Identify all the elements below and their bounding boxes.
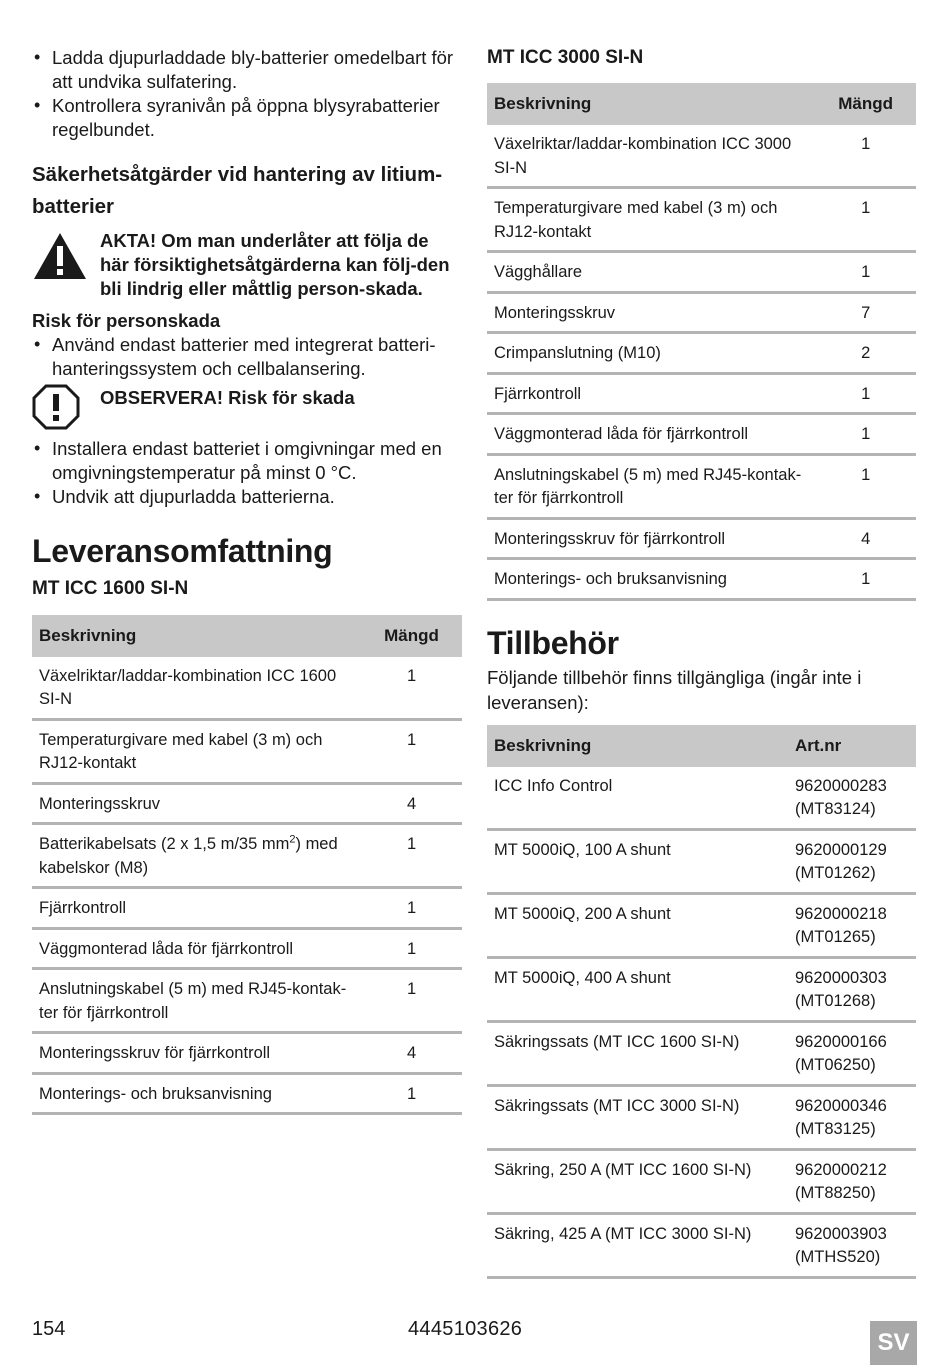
notice-octagon-icon [32,384,90,435]
cell-quantity: 1 [361,824,462,888]
list-item: • Kontrollera syranivån på öppna blysyrabatterier regelbundet. [32,94,462,141]
cell-article-number [788,829,916,893]
table-row [487,1021,916,1085]
cell-quantity: 1 [815,252,916,293]
article-number: 9620000129 [795,840,887,859]
cell-quantity: 1 [361,657,462,720]
list-item: • Installera endast batteriet i omgivningar med en omgivningstemperatur på minst 0 °C. [32,437,462,484]
cell-quantity: 1 [361,928,462,969]
cell-article-number [788,1213,916,1277]
cell-description: Monterings- och bruksanvisning [487,559,815,600]
col-header-article-number: Art.nr [788,725,916,767]
cell-description: Anslutningskabel (5 m) med RJ45-kontak-ter för fjärrkontroll [32,969,361,1033]
cell-description: Fjärrkontroll [487,373,815,414]
list-item: • Använd endast batterier med integrerat batteri-hanteringssystem och cellbalansering. [32,333,462,380]
cell-quantity: 1 [361,1073,462,1114]
cell-description: Monteringsskruv för fjärrkontroll [487,518,815,559]
cell-article-number [788,893,916,957]
article-code: (MT01268) [795,992,876,1010]
accessories-intro: Följande tillbehör finns tillgängliga (ingår inte i leveransen): [487,666,862,713]
cell-description: Temperaturgivare med kabel (3 m) och RJ12-kontakt [32,719,361,783]
cell-quantity: 4 [815,518,916,559]
article-code: (MT88250) [795,1184,876,1202]
caution-text: AKTA! Om man underlåter att följa de här försiktighetsåtgärderna kan följ-den bli lindrig eller måttlig person-skada. [100,230,450,299]
cell-quantity: 1 [361,969,462,1033]
cell-quantity: 1 [361,719,462,783]
cell-description: Säkring, 425 A (MT ICC 3000 SI-N) [487,1213,788,1277]
cell-description: Vägghållare [487,252,815,293]
table-row [32,719,462,783]
article-number: 9620000283 [795,776,887,795]
cell-quantity: 4 [361,1033,462,1074]
table-row [487,893,916,957]
cell-description: Växelriktar/laddar-kombination ICC 3000 SI-N [487,125,815,188]
list-item: • Undvik att djupurladda batterierna. [32,485,462,509]
caution-block [32,229,462,301]
cell-article-number [788,957,916,1021]
table-row [487,414,916,455]
table-row [487,829,916,893]
cell-quantity: 1 [815,414,916,455]
article-code: (MTHS520) [795,1248,881,1266]
desc-part: Batterikabelsats (2 x 1,5 m/35 mm [39,835,290,853]
cell-quantity: 1 [815,559,916,600]
cell-description: Växelriktar/laddar-kombination ICC 1600 SI-N [32,657,361,720]
article-number: 9620000218 [795,904,887,923]
col-header-description: Beskrivning [487,725,788,767]
desc-part: ) med kabelskor (M8) [39,835,338,877]
article-number: 9620000166 [795,1032,887,1051]
notice-text: OBSERVERA! Risk för skada [100,387,355,408]
table-row [487,188,916,252]
article-number: 9620000212 [795,1160,887,1179]
cell-description: MT 5000iQ, 200 A shunt [487,893,788,957]
table-row [32,783,462,824]
col-header-description: Beskrivning [487,83,815,125]
table-row [487,292,916,333]
table-row [32,1033,462,1074]
table-row [487,333,916,374]
bullet-list-lead-acid [32,46,462,141]
cell-quantity: 2 [815,333,916,374]
cell-quantity: 1 [815,454,916,518]
bullet-list-risk [32,333,462,380]
cell-article-number [788,767,916,830]
right-column [487,46,916,1279]
table-row [32,928,462,969]
cell-article-number [788,1021,916,1085]
table-header-row [487,83,916,125]
cell-description: Crimpanslutning (M10) [487,333,815,374]
article-code: (MT06250) [795,1056,876,1074]
table-row [487,957,916,1021]
col-header-quantity: Mängd [815,83,916,125]
cell-description: Anslutningskabel (5 m) med RJ45-kontak-ter för fjärrkontroll [487,454,815,518]
cell-description: Temperaturgivare med kabel (3 m) och RJ12-kontakt [487,188,815,252]
table-row [487,518,916,559]
list-item: • Ladda djupurladdade bly-batterier omedelbart för att undvika sulfatering. [32,46,462,93]
notice-block [32,384,462,435]
scope-of-delivery-heading: Leveransomfattning [32,532,333,569]
accessories-table [487,725,916,1279]
table-row [487,454,916,518]
table-row [32,1073,462,1114]
risk-heading: Risk för personskada [32,310,221,331]
table-row [487,1149,916,1213]
table-row [487,1213,916,1277]
table-header-row [32,615,462,657]
cell-description: Fjärrkontroll [32,888,361,929]
cell-quantity: 4 [361,783,462,824]
cell-quantity: 1 [815,188,916,252]
cell-quantity: 7 [815,292,916,333]
cell-description: Säkringssats (MT ICC 3000 SI-N) [487,1085,788,1149]
cell-description: Säkring, 250 A (MT ICC 1600 SI-N) [487,1149,788,1213]
cell-description: MT 5000iQ, 400 A shunt [487,957,788,1021]
article-number: 9620000346 [795,1096,887,1115]
lithium-safety-heading: Säkerhetsåtgärder vid hantering av litium-batterier [32,163,443,218]
article-number: 9620000303 [795,968,887,987]
table-row [487,767,916,830]
cell-article-number [788,1085,916,1149]
article-code: (MT83125) [795,1120,876,1138]
cell-description: Säkringssats (MT ICC 1600 SI-N) [487,1021,788,1085]
table-row [487,559,916,600]
bullet-list-notice [32,437,462,509]
superscript: 2 [289,833,296,846]
cell-description: MT 5000iQ, 100 A shunt [487,829,788,893]
col-header-quantity: Mängd [361,615,462,657]
table-row [32,969,462,1033]
model-3000-heading: MT ICC 3000 SI-N [487,47,644,68]
col-header-description: Beskrivning [32,615,361,657]
table-row [487,252,916,293]
warning-triangle-icon [32,229,90,286]
accessories-heading: Tillbehör [487,624,619,661]
cell-description: ICC Info Control [487,767,788,830]
cell-description: Väggmonterad låda för fjärrkontroll [32,928,361,969]
table-row [487,373,916,414]
model-1600-heading: MT ICC 1600 SI-N [32,577,189,599]
article-code: (MT01265) [795,928,876,946]
left-column [32,46,462,1115]
table-row [487,125,916,188]
page-number: 154 [32,1318,66,1340]
article-number: 9620003903 [795,1224,887,1243]
table-row [32,888,462,929]
table-row [32,824,462,888]
table-row [487,1085,916,1149]
table-row [32,657,462,720]
document-number: 4445103626 [408,1318,523,1340]
cell-article-number [788,1149,916,1213]
cell-quantity: 1 [815,125,916,188]
scope-table-1600 [32,615,462,1116]
article-code: (MT01262) [795,864,876,882]
cell-description: Monterings- och bruksanvisning [32,1073,361,1114]
table-header-row [487,725,916,767]
language-badge: SV [870,1321,917,1365]
article-code: (MT83124) [795,800,876,818]
cell-description: Väggmonterad låda för fjärrkontroll [487,414,815,455]
cell-description [32,824,361,888]
cell-description: Monteringsskruv [32,783,361,824]
scope-table-3000 [487,83,916,601]
cell-description: Monteringsskruv [487,292,815,333]
cell-quantity: 1 [361,888,462,929]
cell-quantity: 1 [815,373,916,414]
cell-description: Monteringsskruv för fjärrkontroll [32,1033,361,1074]
